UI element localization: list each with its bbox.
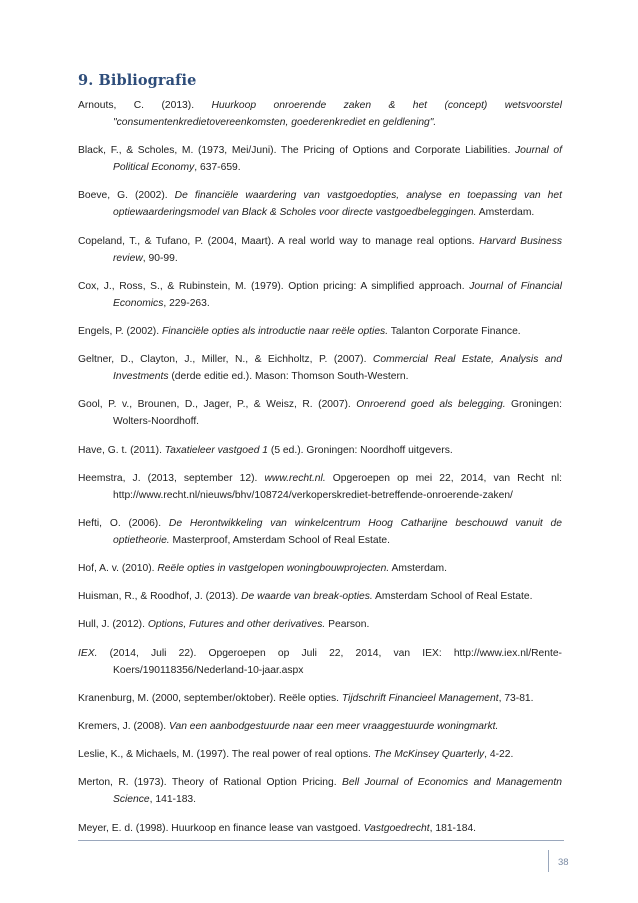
reference-entry bbox=[78, 560, 562, 577]
reference-text: , 73-81. bbox=[498, 692, 534, 704]
reference-title: De Herontwikkeling van winkelcentrum Hoog Catharijne beschouwd vanuit de optietheorie. bbox=[113, 517, 562, 546]
reference-text: Opgeroepen op mei 22, 2014, van Recht nl: http://www.recht.nl/nieuws/bhv/108724/verkoperskrediet-betreffende-onroerende-zaken/ bbox=[113, 472, 563, 501]
reference-entry bbox=[78, 323, 562, 340]
reference-entry bbox=[78, 718, 562, 735]
reference-text: Geltner, D., Clayton, J., Miller, N., & Eichholtz, P. (2007). bbox=[78, 354, 373, 366]
reference-title: De financiële waardering van vastgoedopties, analyse en toepassing van het optiewaarderingsmodel van Black & Scholes voor directe vastgoedbeleggingen. bbox=[113, 190, 562, 219]
reference-text: Engels, P. (2002). bbox=[78, 325, 162, 337]
reference-entry bbox=[78, 515, 562, 549]
reference-entry bbox=[78, 470, 562, 504]
reference-text: Cox, J., Ross, S., & Rubinstein, M. (1979). Option pricing: A simplified approach. bbox=[78, 280, 470, 292]
reference-title: De waarde van break-opties. bbox=[241, 591, 373, 603]
reference-text: Masterproof, Amsterdam School of Real Estate. bbox=[169, 534, 391, 546]
reference-entry bbox=[78, 142, 562, 176]
reference-entry bbox=[78, 351, 562, 385]
reference-entry bbox=[78, 820, 562, 837]
reference-text: Pearson. bbox=[325, 619, 370, 631]
page-number: 38 bbox=[558, 857, 569, 868]
reference-title: Journal of Political Economy bbox=[113, 145, 562, 174]
reference-text: Hull, J. (2012). bbox=[78, 619, 148, 631]
reference-title: Tijdschrift Financieel Management bbox=[341, 692, 499, 704]
reference-entry bbox=[78, 645, 562, 679]
reference-text: , 229-263. bbox=[163, 297, 210, 309]
reference-title: Financiële opties als introductie naar reële opties. bbox=[161, 325, 389, 337]
reference-title: The McKinsey Quarterly bbox=[373, 749, 485, 761]
reference-text: Gool, P. v., Brounen, D., Jager, P., & Weisz, R. (2007). bbox=[78, 399, 357, 411]
reference-title: Reële opties in vastgelopen woningbouwprojecten. bbox=[157, 563, 390, 575]
reference-title: www.recht.nl. bbox=[264, 472, 326, 484]
footer-divider bbox=[78, 840, 564, 841]
reference-text: , 181-184. bbox=[429, 822, 477, 834]
reference-entry bbox=[78, 588, 562, 605]
reference-title: Commercial Real Estate, Analysis and Investments bbox=[113, 354, 562, 383]
reference-text: Talanton Corporate Finance. bbox=[388, 325, 521, 337]
reference-text: Leslie, K., & Michaels, M. (1997). The real power of real options. bbox=[78, 749, 374, 761]
reference-text: Groningen: Wolters-Noordhoff. bbox=[113, 399, 562, 428]
reference-entry bbox=[78, 396, 562, 430]
reference-text: , 90-99. bbox=[142, 252, 178, 264]
reference-entry bbox=[78, 97, 562, 131]
reference-title: Huurkoop onroerende zaken & het (concept) wetsvoorstel "consumentenkredietovereenkomsten, goederenkrediet en geldlening". bbox=[113, 100, 562, 128]
reference-title: Taxatieleer vastgoed 1 bbox=[164, 444, 269, 456]
reference-text: Amsterdam School of Real Estate. bbox=[372, 591, 533, 603]
reference-text: Kremers, J. (2008). bbox=[78, 721, 169, 732]
reference-text: Hefti, O. (2006). bbox=[78, 517, 169, 529]
reference-title: Van een aanbodgestuurde naar een meer vraaggestuurde woningmarkt. bbox=[168, 721, 499, 732]
reference-text: Boeve, G. (2002). bbox=[78, 190, 175, 202]
reference-title: IEX. bbox=[78, 647, 98, 659]
reference-text: Copeland, T., & Tufano, P. (2004, Maart). A real world way to manage real options. bbox=[78, 235, 480, 247]
reference-entry bbox=[78, 187, 562, 221]
reference-entry bbox=[78, 746, 562, 763]
reference-text: , 4-22. bbox=[484, 749, 514, 761]
reference-entry bbox=[78, 233, 562, 267]
reference-text: , 637-659. bbox=[194, 162, 241, 174]
reference-title: Journal of Financial Economics bbox=[113, 280, 562, 309]
reference-entry bbox=[78, 774, 562, 808]
reference-text: Kranenburg, M. (2000, september/oktober). Reële opties. bbox=[78, 692, 342, 704]
reference-text: Arnouts, C. (2013). bbox=[78, 100, 212, 111]
reference-text: Black, F., & Scholes, M. (1973, Mei/Juni). The Pricing of Options and Corporate Liabilities. bbox=[78, 145, 515, 157]
reference-title: Bell Journal of Economics and Managementn Science bbox=[113, 777, 562, 806]
reference-entry bbox=[78, 690, 562, 707]
reference-text: Hof, A. v. (2010). bbox=[78, 563, 158, 575]
reference-title: Options, Futures and other derivatives. bbox=[147, 619, 326, 631]
reference-title: Vastgoedrecht bbox=[363, 822, 430, 834]
reference-text: Heemstra, J. (2013, september 12). bbox=[78, 472, 265, 484]
reference-title: Onroerend goed als belegging. bbox=[356, 399, 506, 411]
reference-entry bbox=[78, 442, 562, 459]
reference-text: (2014, Juli 22). Opgeroepen op Juli 22, 2014, van IEX: http://www.iex.nl/Rente-Koers/190118356/Nederland-10-jaar.aspx bbox=[97, 647, 562, 676]
reference-text: Amsterdam. bbox=[389, 563, 447, 575]
reference-entry bbox=[78, 616, 562, 633]
reference-text: Merton, R. (1973). Theory of Rational Option Pricing. bbox=[78, 777, 343, 789]
reference-text: (derde editie ed.). Mason: Thomson South-Western. bbox=[168, 371, 409, 383]
reference-text: Huisman, R., & Roodhof, J. (2013). bbox=[78, 591, 242, 603]
bibliography-list bbox=[78, 97, 562, 848]
reference-text: Amsterdam. bbox=[476, 207, 535, 219]
page-title: 9. Bibliografie bbox=[78, 72, 197, 89]
reference-text: , 141-183. bbox=[149, 794, 197, 806]
reference-title: Harvard Business review bbox=[113, 235, 562, 264]
reference-text: Have, G. t. (2011). bbox=[78, 444, 165, 456]
reference-entry bbox=[78, 278, 562, 312]
reference-text: Meyer, E. d. (1998). Huurkoop en finance lease van vastgoed. bbox=[78, 822, 364, 834]
reference-text: (5 ed.). Groningen: Noordhoff uitgevers. bbox=[268, 444, 453, 456]
